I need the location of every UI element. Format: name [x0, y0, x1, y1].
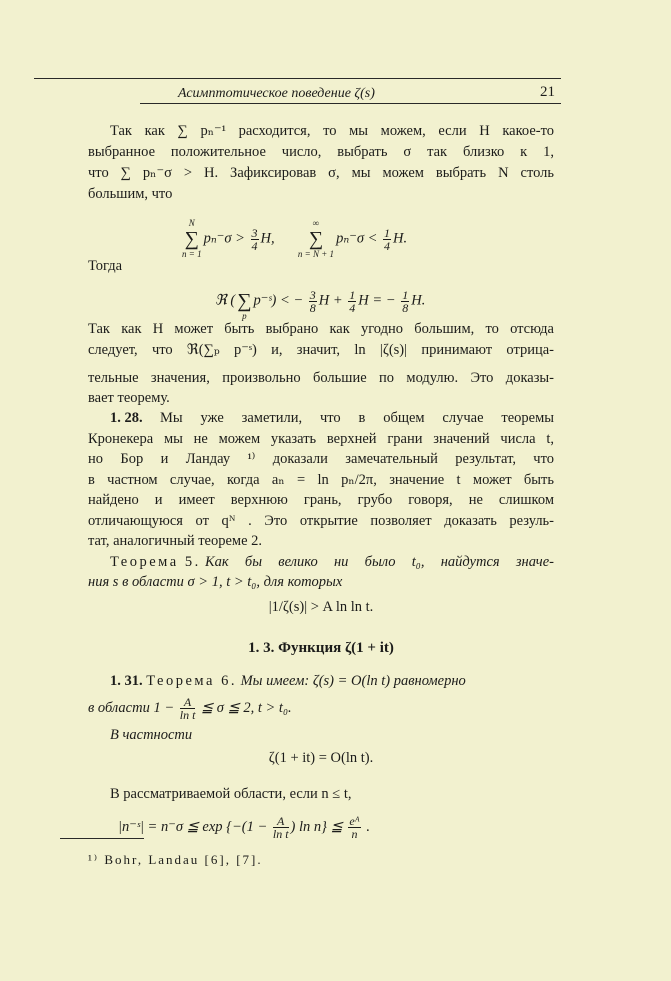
fraction — [309, 289, 317, 314]
fraction — [273, 815, 289, 840]
numerator: A — [180, 696, 196, 709]
theorem-label: Теорема 5. — [110, 554, 201, 570]
sum-sign: ∑ — [308, 228, 324, 250]
text-line: Мы уже заметили, что в общем случае теоремы — [160, 410, 554, 426]
text-line: тельные значения, произвольно большие по модулю. Это доказы- — [88, 370, 554, 386]
denominator: ln t — [272, 827, 289, 841]
text-line: но Бор и Ландау ¹⁾ доказали замечательный результат, что — [88, 451, 554, 467]
denominator: n — [351, 827, 358, 841]
text-line: Как бы велико ни было t₀, найдутся значе- — [205, 554, 554, 570]
section-heading: 1. 3. Функция ζ(1 + it) — [248, 640, 394, 656]
fraction — [180, 696, 196, 721]
text-line: найдено и имеет верхнюю грань, грубо говоря, не слишком — [88, 492, 554, 508]
text-togda: Тогда — [88, 258, 123, 274]
numerator: 3 — [251, 225, 258, 240]
theorem-label: Теорема 6. — [146, 673, 237, 689]
term: H. — [411, 292, 426, 309]
footnote: ¹⁾ Bohr, Landau [6], [7]. — [88, 852, 263, 867]
header-bottom-rule — [140, 103, 561, 104]
formula: |1/ζ(s)| > A ln ln t. — [268, 599, 374, 615]
numerator: 3 — [309, 287, 316, 302]
denominator: 8 — [402, 300, 409, 315]
numerator: eᴬ — [349, 814, 360, 828]
term: в области 1 − — [88, 699, 178, 716]
fraction — [348, 289, 356, 314]
sum-lower: n = 1 — [182, 249, 202, 259]
term: ≦ σ ≦ 2, t > t₀. — [197, 699, 292, 716]
formula-line — [88, 696, 292, 721]
term: ) ln n} ≦ — [290, 818, 347, 835]
text-line: ния s в области σ > 1, t > t₀, для которых — [88, 574, 343, 590]
text-line: В рассматриваемой области, если n ≤ t, — [110, 786, 352, 802]
text-line: вает теорему. — [88, 390, 170, 406]
text-line: большим, что — [88, 186, 173, 202]
text-line: отличающуюся от qᴺ . Это открытие позволяет доказать резуль- — [88, 513, 554, 529]
denominator: 4 — [349, 300, 356, 315]
denominator: ln t — [179, 708, 196, 722]
sum-upper: ∞ — [312, 218, 320, 228]
term: pₙ⁻σ > — [203, 230, 249, 247]
text-line: тат, аналогичный теореме 2. — [88, 533, 263, 549]
fraction — [383, 227, 391, 252]
text-line: Кронекера мы не можем указать верхней грани значений числа t, — [88, 431, 554, 447]
text-line: Так как H может быть выбрано как угодно большим, то отсюда — [88, 321, 554, 337]
sum-sign: ∑ — [184, 228, 199, 250]
sum-upper: N — [188, 218, 195, 228]
text-line: в частном случае, когда aₙ = ln pₙ/2π, значение t может быть — [88, 472, 554, 488]
text-line: выбранное положительное число, выбрать σ так близко к 1, — [88, 144, 554, 160]
formula-1 — [180, 218, 407, 260]
text-line: Так как ∑ pₙ⁻¹ расходится, то мы можем, если H какое-то — [110, 123, 554, 139]
term: H. — [393, 230, 408, 247]
section-number: 1. 28. — [110, 410, 143, 426]
denominator: 8 — [309, 300, 316, 315]
term: ℜ ( — [215, 292, 236, 309]
term: pₙ⁻σ < — [336, 230, 382, 247]
term: |n⁻ˢ| = n⁻σ ≦ exp {−(1 − — [118, 818, 271, 835]
term: H, — [260, 230, 275, 247]
page-number: 21 — [540, 84, 555, 100]
term: p⁻ˢ) < − — [253, 292, 307, 309]
running-title: Асимптотическое поведение ζ(s) — [178, 86, 375, 101]
text-line: Мы имеем: ζ(s) = O(ln t) равномерно — [240, 673, 466, 689]
numerator: A — [273, 815, 289, 828]
term: H = − — [358, 292, 400, 309]
sum-lower: p — [242, 311, 247, 321]
formula-2 — [215, 280, 425, 322]
numerator: 1 — [384, 225, 391, 240]
text-line: следует, что ℜ(∑ₚ p⁻ˢ) и, значит, ln |ζ(s)| принимают отрица- — [88, 342, 554, 358]
term: . — [362, 818, 370, 835]
header-top-rule — [34, 78, 561, 79]
text-line: В частности — [110, 727, 193, 743]
term: H + — [318, 292, 347, 309]
sum-lower: n = N + 1 — [297, 249, 335, 259]
fraction — [401, 289, 409, 314]
section-number: 1. 31. — [110, 673, 143, 689]
formula: ζ(1 + it) = O(ln t). — [268, 750, 374, 766]
footnote-rule — [60, 838, 144, 839]
sum-sign: ∑ — [237, 290, 252, 312]
text-line: что ∑ pₙ⁻σ > H. Зафиксировав σ, мы можем выбрать N столь — [88, 165, 554, 181]
numerator: 1 — [402, 287, 409, 302]
fraction — [348, 815, 360, 840]
formula-3 — [118, 815, 370, 840]
numerator: 1 — [349, 287, 356, 302]
fraction — [251, 227, 259, 252]
denominator: 4 — [384, 238, 391, 253]
denominator: 4 — [251, 238, 258, 253]
